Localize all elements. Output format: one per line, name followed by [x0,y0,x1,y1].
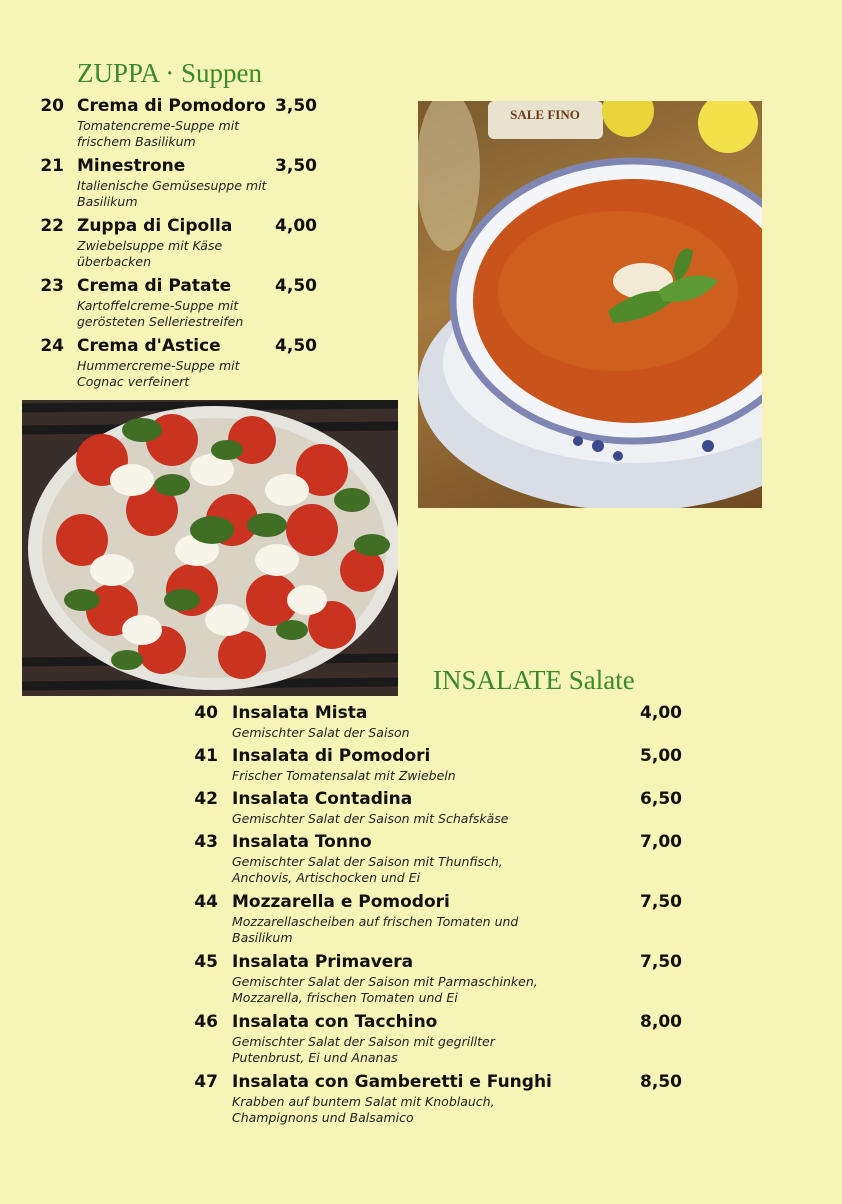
item-price: 8,00 [640,1012,682,1032]
item-price: 5,00 [640,746,682,766]
item-number: 22 [40,216,64,236]
item-description: Frischer Tomatensalat mit Zwiebeln [232,768,456,783]
item-number: 46 [194,1012,218,1032]
item-name: Zuppa di Cipolla [77,216,233,236]
item-description: Tomatencreme-Suppe mit frischem Basilikum [77,118,240,149]
item-number: 42 [194,789,218,809]
item-price: 3,50 [275,156,317,176]
item-name: Minestrone [77,156,186,176]
item-description: Gemischter Salat der Saison mit Parmaschinken, Mozzarella, frischen Tomaten und Ei [232,974,538,1005]
item-description: Gemischter Salat der Saison mit gegrillter Putenbrust, Ei und Ananas [232,1034,495,1065]
item-price: 7,50 [640,952,682,972]
item-description: Hummercreme-Suppe mit Cognac verfeinert [77,358,240,389]
soup-photo [418,101,762,508]
item-description: Zwiebelsuppe mit Käse überbacken [77,238,223,269]
item-number: 21 [40,156,64,176]
salad-section-title: INSALATE Salate [433,665,635,695]
item-name: Insalata di Pomodori [232,746,431,766]
item-price: 4,50 [275,336,317,356]
item-name: Mozzarella e Pomodori [232,892,450,912]
item-price: 3,50 [275,96,317,116]
item-price: 6,50 [640,789,682,809]
item-number: 43 [194,832,218,852]
item-price: 4,50 [275,276,317,296]
item-number: 23 [40,276,64,296]
item-description: Gemischter Salat der Saison mit Schafskäse [232,811,509,826]
item-name: Insalata Mista [232,703,368,723]
item-number: 41 [194,746,218,766]
item-description: Mozzarellascheiben auf frischen Tomaten und Basilikum [232,914,519,945]
salt-jar-label: SALE FINO [510,107,580,122]
item-name: Insalata Tonno [232,832,372,852]
caprese-salad-photo [22,400,398,696]
item-price: 4,00 [275,216,317,236]
item-price: 7,00 [640,832,682,852]
item-name: Insalata con Tacchino [232,1012,438,1032]
item-name: Insalata Primavera [232,952,414,972]
item-name: Insalata con Gamberetti e Funghi [232,1072,552,1092]
item-number: 40 [194,703,218,723]
item-price: 7,50 [640,892,682,912]
item-number: 44 [194,892,218,912]
item-description: Kartoffelcreme-Suppe mit gerösteten Selleriestreifen [77,298,244,329]
item-description: Italienische Gemüsesuppe mit Basilikum [77,178,267,209]
item-price: 8,50 [640,1072,682,1092]
item-description: Gemischter Salat der Saison [232,725,410,740]
item-number: 24 [40,336,64,356]
item-description: Gemischter Salat der Saison mit Thunfisch, Anchovis, Artischocken und Ei [232,854,503,885]
item-number: 20 [40,96,64,116]
item-name: Crema di Pomodoro [77,96,266,116]
item-price: 4,00 [640,703,682,723]
soup-section-title: ZUPPA · Suppen [77,58,263,88]
item-description: Krabben auf buntem Salat mit Knoblauch, Champignons und Balsamico [232,1094,495,1125]
item-number: 47 [194,1072,218,1092]
item-name: Insalata Contadina [232,789,413,809]
item-number: 45 [194,952,218,972]
item-name: Crema di Patate [77,276,232,296]
item-name: Crema d'Astice [77,336,221,356]
